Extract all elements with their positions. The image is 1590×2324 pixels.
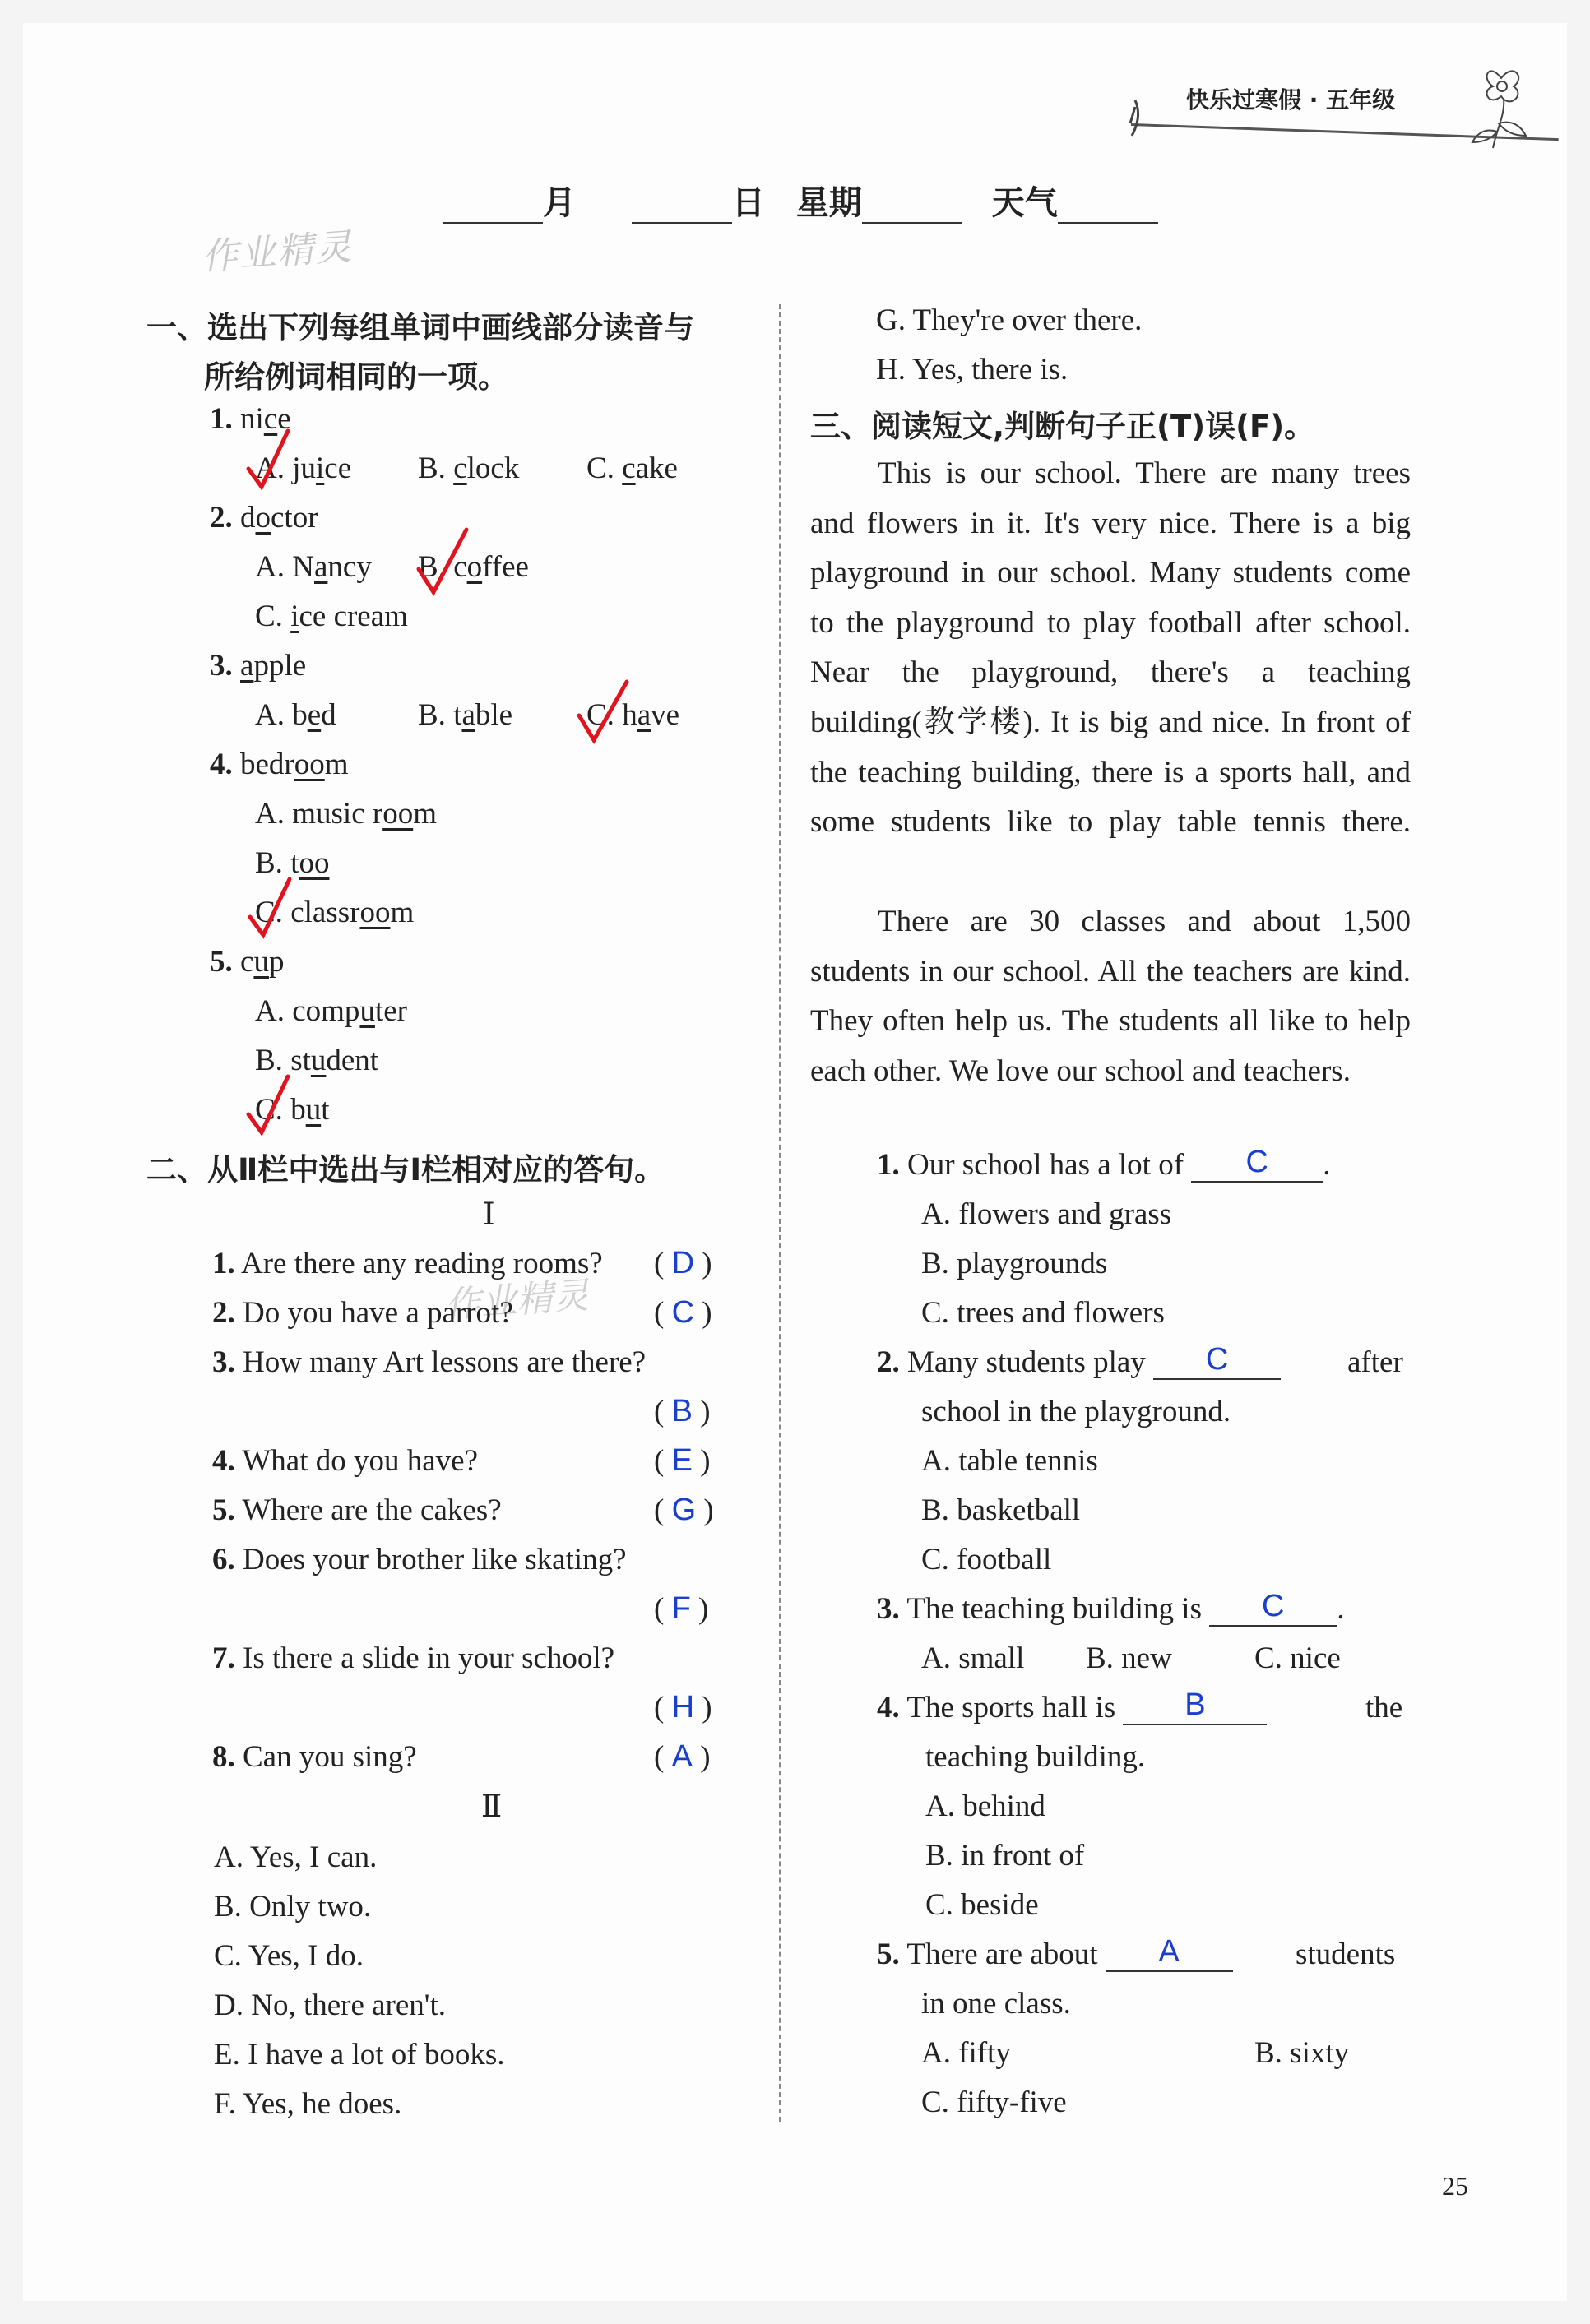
s3-q3: 3. The teaching building is C . [877,1589,1345,1626]
s3-q1-answer: C [1245,1145,1268,1179]
month-label: 月 [543,184,576,222]
s3-q2-post: after [1347,1345,1403,1379]
s3-q2-cont: school in the playground. [921,1395,1231,1428]
s3-q4-answer: B [1184,1687,1206,1722]
section2-title: 二、从Ⅱ栏中选出与Ⅰ栏相对应的答句。 [146,1152,665,1187]
s1-q1-c: C. cake [586,451,678,485]
s3-q4-a: A. behind [925,1789,1045,1823]
page-number: 25 [1442,2171,1468,2201]
s3-q3-b: B. new [1086,1641,1172,1675]
s3-q1-a: A. flowers and grass [921,1197,1172,1231]
s1-q3-a: A. bed [255,698,336,732]
s3-q5-a: A. fifty [921,2036,1011,2070]
check-mark-icon [245,428,294,493]
s3-q5-c: C. fifty-five [921,2086,1067,2119]
s2-option-h: H. Yes, there is. [876,353,1068,387]
day-label: 日 [731,184,765,222]
s2-option-f: F. Yes, he does. [214,2087,402,2121]
weekday-label: 星期 [795,184,862,222]
col2-heading: Ⅱ [481,1790,503,1824]
s3-q4-b: B. in front of [925,1839,1085,1873]
s1-q5-c: C. but [255,1093,330,1127]
s3-q3-a: A. small [921,1641,1025,1675]
s2-q7: 7. Is there a slide in your school? [212,1641,615,1675]
s1-q5-a: A. computer [255,994,407,1028]
check-mark-icon [245,1073,294,1139]
s2-q1-answer: ( D ) [654,1246,712,1280]
check-mark-icon [576,678,633,748]
passage-paragraph-1: This is our school. There are many trees and flowers in it. It's very nice. There is a big playground in our school. Many students come to the playground to play football after school. Near the playground, there's a teaching building(教学楼). It is big and nice. In front of the teaching building, there is a sports hall, and some students like to play table tennis there. [810,456,1411,840]
s2-option-a: A. Yes, I can. [214,1840,378,1874]
s1-q2-b: B. coffee [418,550,529,584]
s2-q5: 5. Where are the cakes? [212,1493,502,1527]
s1-q3-c: C. have [586,698,680,732]
flower-icon [1456,45,1546,152]
s1-q5-b: B. student [255,1044,379,1077]
column-divider [779,304,781,2122]
s3-q4-post: the [1365,1691,1403,1724]
s1-q2: 2. doctor [210,501,318,535]
s1-q5: 5. cup [210,945,285,979]
s2-option-d: D. No, there aren't. [214,1988,446,2022]
watermark: 作业精灵 [200,225,355,279]
s1-q2-a: A. Nancy [255,550,372,584]
s2-q2: 2. Do you have a parrot? [212,1296,513,1330]
section1-title-line1: 一、选出下列每组单词中画线部分读音与 [146,310,694,345]
s3-q2-b: B. basketball [921,1493,1081,1527]
s2-q4: 4. What do you have? [212,1444,478,1478]
s2-option-c: C. Yes, I do. [214,1939,364,1973]
s2-option-b: B. Only two. [214,1890,372,1924]
s3-q4-c: C. beside [925,1888,1039,1922]
s1-q1-b: B. clock [418,451,520,485]
s2-q5-answer: ( G ) [654,1493,714,1527]
date-line [443,177,1158,224]
watermark-2: 作业精灵 [443,1274,591,1327]
s3-q3-answer: C [1261,1589,1285,1623]
s3-q2-answer: C [1205,1342,1229,1377]
s2-option-e: E. I have a lot of books. [214,2038,505,2072]
s1-q4-c: C. classroom [255,896,415,929]
s1-q4: 4. bedroom [210,748,349,781]
weather-label: 天气 [991,184,1058,222]
s2-q7-answer: ( H ) [654,1690,712,1724]
s3-q5: 5. There are about A [877,1937,1233,1972]
s2-q8-answer: ( A ) [654,1739,711,1774]
s2-q8: 8. Can you sing? [212,1740,417,1774]
section3-title: 三、阅读短文,判断句子正(T)误(F)。 [810,409,1315,444]
s1-q3: 3. apple [210,649,307,683]
s3-q1-c: C. trees and flowers [921,1296,1165,1330]
s3-q5-b: B. sixty [1254,2036,1350,2070]
s3-q1-b: B. playgrounds [921,1247,1108,1280]
s3-q4-cont: teaching building. [925,1740,1146,1774]
s1-q4-a: A. music room [255,797,437,831]
col1-heading: Ⅰ [483,1198,495,1232]
feather-icon [1127,99,1143,140]
s3-q4: 4. The sports hall is B [877,1690,1267,1725]
s3-q5-answer: A [1158,1934,1180,1969]
s3-q2-a: A. table tennis [921,1444,1098,1478]
passage-paragraph-2: There are 30 classes and about 1,500 students in our school. All the teachers are kind. They often help us. The students all like to help each other. We love our school and teachers. [810,905,1411,1088]
s2-q6: 6. Does your brother like skating? [212,1543,627,1576]
s1-q1: 1. nice [210,402,291,436]
s1-q3-b: B. table [418,698,513,732]
s3-q2-c: C. football [921,1543,1052,1576]
s2-q2-answer: ( C ) [654,1295,712,1330]
s2-q1: 1. Are there any reading rooms? [212,1247,603,1280]
section1-title-line2: 所给例词相同的一项。 [204,359,508,395]
check-mark-icon [247,876,296,942]
s3-q2: 2. Many students play C [877,1345,1281,1380]
s2-q3: 3. How many Art lessons are there? [212,1345,647,1379]
s1-q2-c: C. ice cream [255,600,408,633]
s3-q3-c: C. nice [1254,1641,1341,1675]
check-mark-icon [415,526,473,600]
s2-option-g: G. They're over there. [876,303,1143,337]
s1-q4-b: B. too [255,846,330,880]
s1-q1-a: A. juice [255,451,352,485]
book-title: 快乐过寒假 · 五年级 [1186,86,1396,113]
s3-q1: 1. Our school has a lot of C . [877,1145,1331,1182]
s2-q4-answer: ( E ) [654,1443,711,1478]
s3-q5-post: students [1296,1937,1396,1971]
s2-q6-answer: ( F ) [654,1591,709,1626]
s3-q5-cont: in one class. [921,1987,1071,2021]
s2-q3-answer: ( B ) [654,1394,711,1428]
